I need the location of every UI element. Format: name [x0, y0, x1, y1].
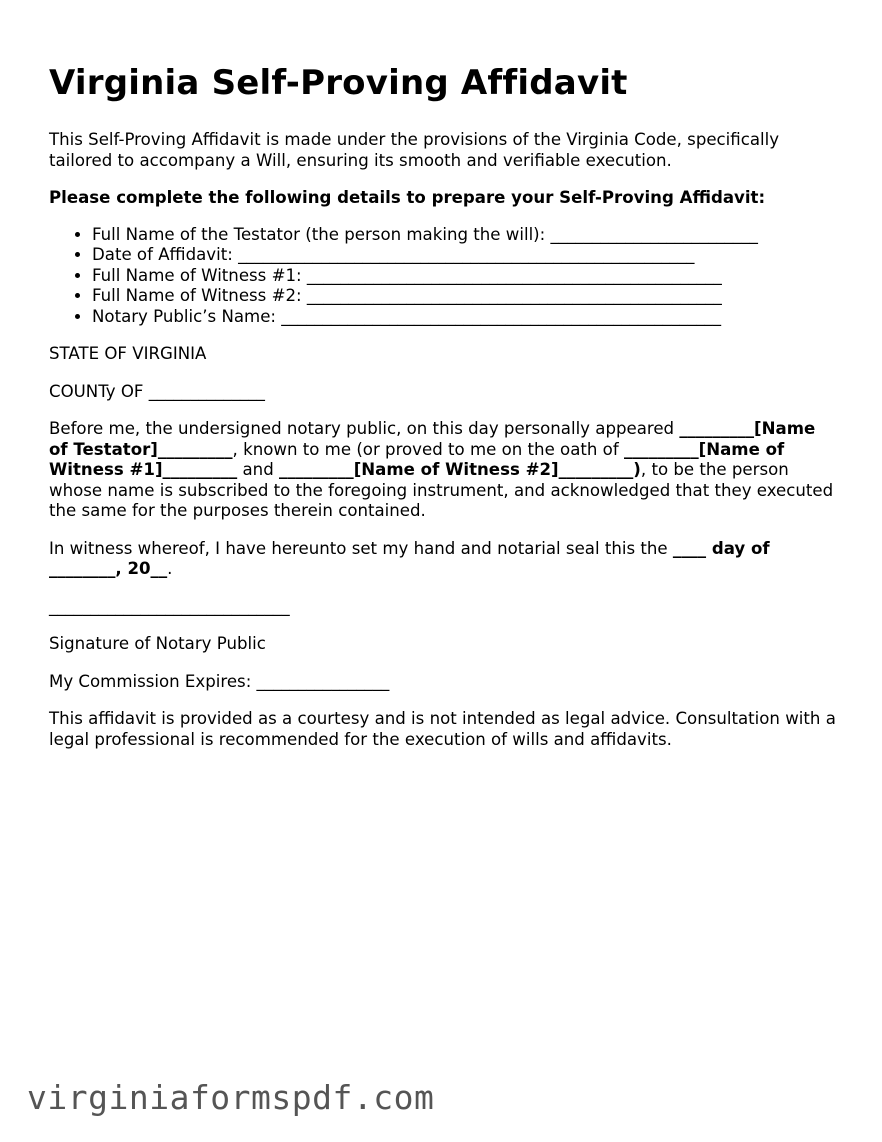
instructions-heading: Please complete the following details to prepare your Self-Proving Affidavit: [49, 188, 766, 207]
witness-whereof-paragraph [49, 539, 839, 580]
appearance-text-2: , known to me (or proved to me on the oath of [232, 439, 624, 459]
field-witness-1-name: • Full Name of Witness #1: __________________________________________________ [92, 266, 839, 287]
appearance-text-3: and [237, 460, 280, 479]
appearance-text-4: , to be the person whose name is subscribed to the foregoing instrument, and acknowledged that they executed the same for the purposes therein contained. [49, 460, 834, 520]
appearance-text-1: Before me, the undersigned notary public, on this day personally appeared [49, 419, 680, 438]
document-title: Virginia Self-Proving Affidavit [49, 63, 628, 103]
witness-text-2: . [167, 559, 173, 578]
details-list [49, 225, 839, 328]
state-line: STATE OF VIRGINIA [49, 344, 207, 363]
document-page [49, 60, 839, 767]
field-witness-2-name: • Full Name of Witness #2: __________________________________________________ [92, 286, 839, 307]
field-notary-name: • Notary Public’s Name: _____________________________________________________ [92, 307, 839, 328]
intro-paragraph: This Self-Proving Affidavit is made under the provisions of the Virginia Code, specifically tailored to accompany a Will, ensuring its smooth and verifiable execution. [49, 130, 780, 170]
field-testator-name: • Full Name of the Testator (the person making the will): _________________________ [92, 225, 839, 246]
signature-line: _____________________________ [49, 596, 290, 616]
witness-2-placeholder: _________[Name of Witness #2]_________) [279, 460, 641, 479]
signature-label: Signature of Notary Public [49, 634, 266, 653]
county-line: COUNTy OF ______________ [49, 381, 265, 401]
commission-expires-line: My Commission Expires: ________________ [49, 671, 390, 691]
witness-1-placeholder: _________[Name of Witness #1]_________ [49, 439, 785, 479]
appearance-paragraph [49, 419, 839, 522]
witness-text-1: In witness whereof, I have hereunto set my hand and notarial seal this the [49, 538, 673, 558]
date-placeholder: ____ day of ________, 20__ [49, 538, 770, 578]
disclaimer-paragraph: This affidavit is provided as a courtesy and is not intended as legal advice. Consultation with a legal professional is recommended for the execution of wills and affidavits. [49, 709, 836, 749]
testator-placeholder: _________[Name of Testator]_________ [49, 419, 816, 459]
field-affidavit-date: • Date of Affidavit: _______________________________________________________ [92, 245, 839, 266]
footer-watermark: virginiaformspdf.com [27, 1078, 435, 1117]
